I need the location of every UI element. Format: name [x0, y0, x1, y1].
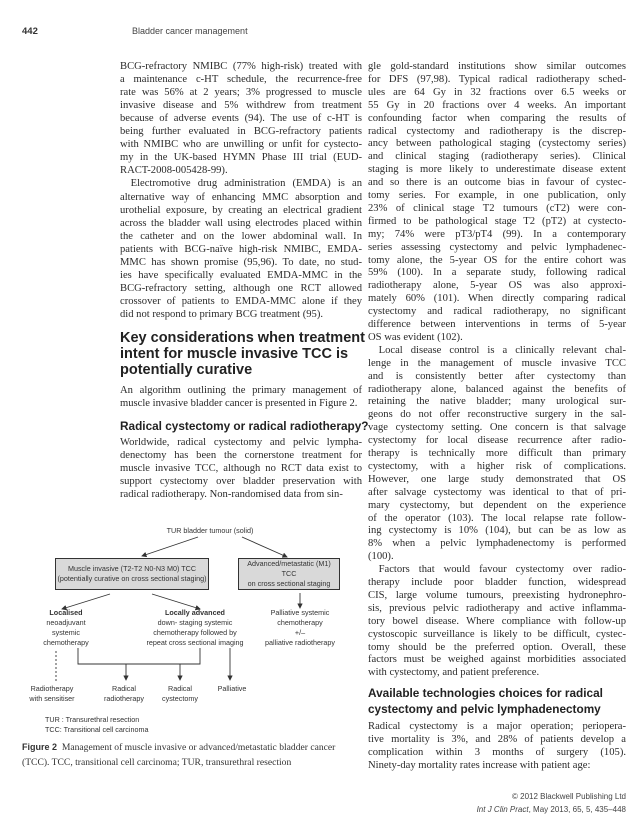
text-line: Ninety-day mortality rates increase with patient age:: [368, 759, 591, 771]
legend-item: TUR : Transurethral resection: [45, 715, 140, 724]
text-line: lenge in the management of muscle invasive TCC: [368, 357, 626, 369]
text-line: 23% of clinical stage T2 tumours (cT2) were con-: [368, 202, 626, 214]
text-line: 8% when a pelvic lymphadenectomy is performed: [368, 538, 626, 550]
node-palliative-systemic: [265, 608, 335, 648]
text-line: a maintenance c-HT schedule, the recurrence-free: [120, 74, 362, 86]
text-line: difference between interventions in terms of 5-year: [368, 319, 626, 330]
node-text: neoadjuvant: [46, 618, 86, 627]
node-text: cystectomy: [162, 694, 198, 703]
text-line: and clinical staging (radiotherapy series). Clinical: [368, 151, 626, 163]
text-line: my; 74% were pT3/pT4 (99). In a contemporary: [368, 228, 626, 240]
text-line: staging is more likely to underestimate disease extent: [368, 164, 626, 176]
node-tur-bladder-tumour: TUR bladder tumour (solid): [166, 526, 254, 535]
outcome-radical-radiotherapy: [104, 684, 144, 704]
text-line: invasive disease and 5% withdrew from treatment: [120, 100, 362, 112]
text-line: cystoscopic surveillance is likely to be difficult, cystec-: [368, 628, 626, 640]
caption-label: Figure 2: [22, 742, 58, 752]
text-line: series assessing cystectomy and pelvic lymphadenec-: [368, 241, 626, 253]
node-text: chemotherapy: [43, 638, 89, 647]
text-line: BCG-refractory NMIBC (77% high-risk) treated with: [120, 61, 362, 72]
text-line: patients with BCG-naïve high-risk NMIBC, EMDA-: [120, 243, 362, 255]
text-line: therapy include poor bladder function, widespread: [368, 577, 626, 588]
journal-name: Int J Clin Pract: [476, 805, 529, 814]
text-line: radical radiotherapy. Non-randomised data from sin-: [120, 489, 343, 501]
text-line: cystectomy and radical radiotherapy, no significant: [368, 306, 626, 318]
text-line: did not respond to primary BCG treatment (95).: [120, 308, 324, 320]
text-line: support cystectomy over bladder preservation with: [120, 476, 362, 488]
text-line: because of adverse events (94). The use of c-HT is: [120, 113, 362, 125]
text-line: OS was evident (102).: [368, 331, 463, 343]
node-localised: [43, 608, 89, 648]
text-line: therapy is technically more difficult than primary: [368, 448, 626, 459]
section-heading: Key considerations when treatment: [120, 330, 365, 346]
text-line: of the operator (103). The local relapse rate follow-: [368, 512, 626, 524]
text-line: tive mortality is 3%, and 28% of patients develop a: [368, 733, 626, 745]
outcome-palliative: [218, 684, 247, 694]
text-line: vage cystectomy setting. One concern is that salvage: [368, 422, 626, 434]
text-line: denectomy has been the cornerstone treatment for: [120, 450, 362, 462]
text-line: (100).: [368, 551, 394, 563]
text-line: the catheter and on the lower abdominal wall. In: [120, 230, 362, 242]
text-line: 55 Gy in 20 fractions over 4 weeks. An important: [368, 99, 626, 111]
node-text: repeat cross sectional imaging: [146, 638, 244, 647]
text-line: Local disease control is a clinically relevant chal-: [368, 344, 626, 356]
figure-caption: [22, 740, 362, 770]
text-line: cystectomy for local disease recurrence after radio-: [368, 435, 626, 447]
text-line: for DFS (97,98). Typical radical radiotherapy sched-: [368, 73, 626, 85]
outcome-radical-cystectomy: [162, 684, 198, 704]
right-column: [368, 0, 626, 790]
node-text: Palliative: [217, 684, 247, 693]
text-line: crossover of patients to EMDA-MMC alone if they: [120, 295, 362, 307]
running-head: Bladder cancer management: [132, 26, 248, 36]
figure-legend: [45, 715, 148, 735]
node-text: palliative radiotherapy: [265, 638, 335, 647]
caption-text: Management of muscle invasive or advanced/metastatic bladder cancer: [61, 742, 336, 753]
text-line: confounding factor when comparing the results of: [368, 112, 626, 124]
node-text: (potentially curative on cross sectional staging): [57, 574, 207, 583]
text-line: mately 60% (101). When directly comparing radical: [368, 293, 626, 305]
caption-text: (TCC). TCC, transitional cell carcinoma; TUR, transurethral resection: [22, 756, 292, 768]
text-line: rate was 56% at 2 years; 3% progressed to muscle: [120, 87, 362, 99]
text-line: radical cystectomy and radiotherapy is the discrep-: [368, 125, 626, 137]
text-line: 59% (100). In a separate study, following radical: [368, 267, 626, 279]
text-line: mary cystectomy, but dependent on the experience: [368, 499, 626, 511]
text-line: ules are 64 Gy in 32 fractions over 6.5 weeks or: [368, 86, 626, 98]
node-text: Muscle invasive (T2-T2 N0-N3 M0) TCC: [67, 564, 197, 573]
text-line: and so there is an outcome bias in favour of cystec-: [368, 177, 626, 189]
text-line: tory bowel disease. Where compliance with follow-up: [368, 615, 626, 627]
text-line: factors must be weighed against morbidities associated: [368, 654, 626, 666]
text-line: complication within 3 months of surgery (105).: [368, 746, 626, 758]
node-text: Palliative systemic: [270, 608, 330, 617]
copyright: © 2012 Blackwell Publishing Ltd: [512, 792, 626, 801]
section-heading: potentially curative: [120, 362, 253, 378]
text-line: radiotherapy alone, balanced against the benefits of: [368, 383, 626, 395]
text-line: muscle invasive bladder cancer is presented in Figure 2.: [120, 398, 358, 410]
text-line: radiotherapy alone, 5-year OS was also approxi-: [368, 280, 626, 292]
text-line: tomy series. For example, in one publication, only: [368, 190, 626, 201]
node-text: Radical: [112, 684, 136, 693]
text-line: urothelial exposure, by creating an electrical gradient: [120, 204, 362, 216]
node-locally-advanced: [146, 608, 243, 648]
text-line: with NMIBC who are unwilling or unfit for cystecto-: [120, 139, 362, 151]
text-line: ing cystectomy is 10% (104), but can be as low as: [368, 525, 626, 537]
node-text: systemic: [52, 628, 80, 637]
text-line: However, one large study demonstrated that OS: [368, 473, 626, 485]
text-line: An algorithm outlining the primary management of: [120, 385, 362, 396]
outcome-radiotherapy-sensitiser: [29, 684, 74, 704]
text-line: CIS, large volume tumours, preexisting hydronephro-: [368, 589, 626, 601]
text-line: tomy alone, the 5-year OS for the entire cohort was: [368, 254, 626, 266]
text-line: tomy should be the preferred option. Overall, these: [368, 641, 626, 653]
node-text: Radiotherapy: [30, 684, 74, 693]
node-text: Radical: [168, 684, 192, 693]
subsection-heading: Radical cystectomy or radical radiotherapy?: [120, 419, 369, 433]
text-line: ancy between pathological staging (cystectomy series): [368, 138, 626, 150]
section-heading: cystectomy and pelvic lymphadenectomy: [368, 702, 601, 716]
node-text: down- staging systemic: [157, 618, 233, 627]
node-text: chemotherapy followed by: [153, 628, 237, 637]
text-line: retaining the native bladder; many urological sur-: [368, 396, 626, 408]
text-line: my in the UK-based HYMN Phase III trial (EUD-: [120, 152, 362, 164]
legend-item: TCC: Transitional cell carcinoma: [45, 725, 149, 734]
node-text: +/–: [294, 628, 306, 637]
text-line: Worldwide, radical cystectomy and pelvic lympha-: [120, 437, 362, 448]
section-heading: Available technologies choices for radical: [368, 686, 603, 700]
text-line: alternative way of enhancing MMC absorption and: [120, 191, 362, 203]
text-line: with cystectomy, and patient preference.: [368, 667, 540, 679]
node-text: on cross sectional staging: [247, 579, 331, 588]
page-footer: [477, 790, 626, 816]
text-line: after salvage cystectomy was identical to that of pri-: [368, 486, 626, 498]
text-line: and is consistently better after cystectomy than: [368, 370, 626, 382]
node-title: Localised: [49, 608, 83, 617]
text-line: across the bladder wall using electrodes placed within: [120, 217, 362, 229]
text-line: ies have specifically evaluated EMDA-MMC in the: [120, 269, 362, 281]
text-line: cystectomy, with a higher risk of complications.: [368, 460, 626, 472]
text-line: muscle invasive TCC, although no RCT data exist to: [120, 463, 362, 475]
text-line: being further evaluated in BCG-refractory patients: [120, 126, 362, 138]
page-number: 442: [22, 26, 38, 37]
text-line: Factors that would favour cystectomy over radio-: [368, 564, 626, 576]
text-line: BCG-refractory setting, although one RCT allowed: [120, 282, 362, 294]
text-line: geons do not offer reconstructive surgery in the sal-: [368, 409, 626, 421]
text-line: sis, previous pelvic radiotherapy and active inflamma-: [368, 602, 626, 614]
text-line: MMC has shown promise (95,96). To date, no stud-: [120, 256, 362, 268]
text-line: RACT-2008-005428-99).: [120, 165, 228, 177]
node-advanced-metastatic: [238, 558, 340, 590]
node-text: chemotherapy: [277, 618, 323, 627]
citation: , May 2013, 65, 5, 435–448: [528, 805, 626, 814]
text-line: gle gold-standard institutions show similar outcomes: [368, 61, 626, 72]
node-text: Advanced/metastatic (M1) TCC: [247, 559, 331, 578]
text-line: Electromotive drug administration (EMDA) is an: [120, 178, 362, 190]
section-heading: intent for muscle invasive TCC is: [120, 346, 349, 362]
node-text: radiotherapy: [104, 694, 144, 703]
node-title: Locally advanced: [165, 608, 225, 617]
text-line: firmed to be pathological stage T2 (pT2) at cystecto-: [368, 215, 626, 227]
text-line: Radical cystectomy is a major operation; periopera-: [368, 721, 626, 732]
node-muscle-invasive: [55, 558, 209, 590]
node-text: with sensitiser: [29, 694, 75, 703]
